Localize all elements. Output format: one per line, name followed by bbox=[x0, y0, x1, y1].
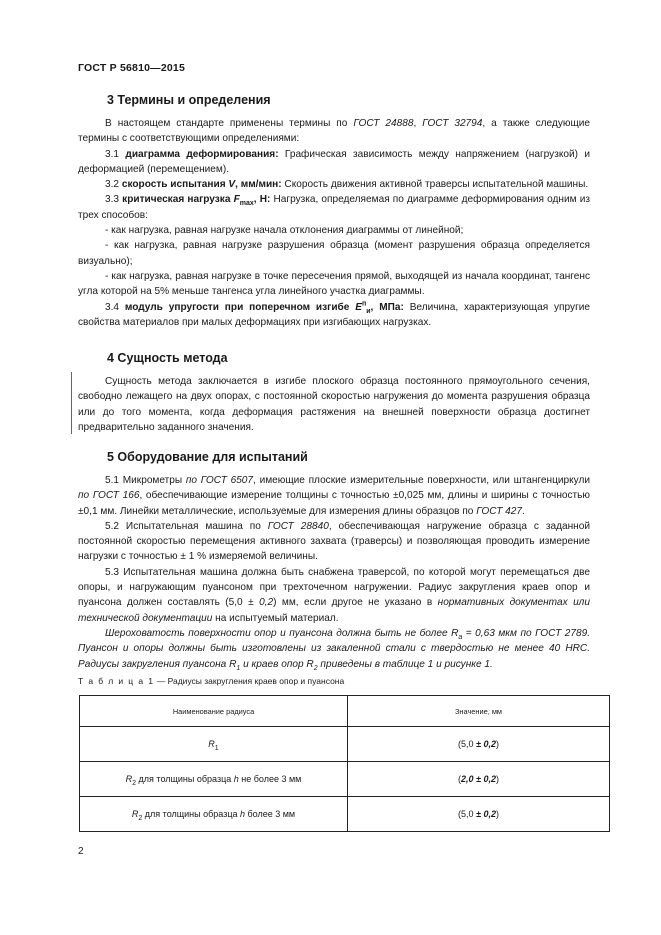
gost-24888-ref: ГОСТ 24888 bbox=[353, 118, 414, 129]
clause-5-1: 5.1 Микрометры по ГОСТ 6507, имеющие плоские измерительные поверхности, или штангенциркули по ГОСТ 166, обеспечивающие измерение толщины с точностью ±0,025 мм, длины и ширины с точностью ±0,1 мм. Линейки металлические, используемые для измерения длины образцов по ГОСТ 427. bbox=[78, 475, 591, 517]
section-4-title: 4 Сущность метода bbox=[107, 351, 228, 365]
section-3-title: 3 Термины и определения bbox=[107, 93, 271, 107]
table-1-caption: Т а б л и ц а 1 — Радиусы закругления краев опор и пуансона bbox=[78, 676, 345, 686]
radius-value-cell: (2,0 ± 0,2) bbox=[348, 762, 610, 797]
table-row bbox=[80, 797, 610, 832]
table-header-row bbox=[80, 696, 610, 727]
radius-name-cell: $R_2$ для толщины образца h не более 3 мм bbox=[80, 762, 348, 797]
radius-value-cell: (5,0 ± 0,2) bbox=[348, 727, 610, 762]
gost-32794-ref: ГОСТ 32794 bbox=[422, 118, 483, 129]
change-bar bbox=[71, 372, 72, 434]
method-item-3: - как нагрузка, равная нагрузке в точке пересечения прямой, выходящей из начала координат, тангенс угла которой на 5% меньше тангенса угла линейного участка диаграммы. bbox=[78, 270, 590, 298]
method-item-2: - как нагрузка, равная нагрузке разрушения образца (момент разрушения образца определяется визуально); bbox=[78, 240, 590, 267]
section-5-title: 5 Оборудование для испытаний bbox=[107, 450, 308, 464]
page-number: 2 bbox=[78, 846, 84, 857]
section-3-body bbox=[78, 116, 590, 330]
radius-name-cell: $R_1$ bbox=[80, 727, 348, 762]
section-4-text: Сущность метода заключается в изгибе плоского образца постоянного прямоугольного сечения, свободно лежащего на двух опорах, с постоянной скоростью нагружения до момента разрушения образца или до того момента, когда деформация растяжения на внешней поверхности образца достигнет предварительно заданного значения. bbox=[78, 376, 590, 433]
column-header-name: Наименование радиуса bbox=[80, 696, 348, 727]
table-row bbox=[80, 762, 610, 797]
clause-5-2: 5.2 Испытательная машина по ГОСТ 28840, обеспечивающая нагружение образца с заданной постоянной скоростью перемещения активного захвата (траверсы) и позволяющая проводить измерение нагрузки с точностью ± 1 % измеряемой величины. bbox=[78, 520, 590, 563]
method-item-1: - как нагрузка, равная нагрузке начала отклонения диаграммы от линейной; bbox=[105, 225, 464, 237]
term-3-1: 3.1 диаграмма деформирования: Графическая зависимость между напряжением (нагрузкой) и деформацией (перемещением). bbox=[78, 148, 590, 175]
table-row bbox=[80, 727, 610, 762]
roughness-paragraph: Шероховатость поверхности опор и пуансона должна быть не более $R_a = 0,63$ мкм по ГОСТ 2789. Пуансон и опоры должны быть изготовлены из закаленной стали с твердостью не менее 40 HRC. Радиусы закругления пуансона $R_1$ и краев опор $R_2$ приведены в таблице 1 и рисунке 1. bbox=[78, 627, 590, 672]
radii-table bbox=[79, 695, 610, 832]
term-3-2: 3.2 скорость испытания V, мм/мин: Скорость движения активной траверсы испытательной машины. bbox=[105, 179, 589, 191]
document-header: ГОСТ Р 56810—2015 bbox=[78, 62, 186, 74]
term-3-4: 3.4 модуль упругости при поперечном изгибе $E^п_и$, МПа: Величина, характеризующая упругие свойства материалов при малых деформациях при изгибающих нагрузках. bbox=[78, 300, 591, 328]
clause-5-3: 5.3 Испытательная машина должна быть снабжена траверсой, по которой могут перемещаться две опоры, и нагружающим пуансоном при трехточечном нагружении. Радиус закругления краев опор и пуансона должен составлять (5,0 ± 0,2) мм, если другое не указано в нормативных документах или технической документации на испытуемый материал. bbox=[78, 566, 590, 624]
term-3-3: 3.3 критическая нагрузка $F_{max}$, Н: Нагрузка, определяемая по диаграмме деформирования одним из трех способов: bbox=[78, 194, 590, 221]
radius-name-cell: $R_2$ для толщины образца h более 3 мм bbox=[80, 797, 348, 832]
radius-value-cell: (5,0 ± 0,2) bbox=[348, 797, 610, 832]
column-header-value: Значение, мм bbox=[348, 696, 610, 727]
section-4-body bbox=[78, 374, 590, 435]
section-3-intro: В настоящем стандарте применены термины по ГОСТ 24888, ГОСТ 32794, а также следующие термины с соответствующими определениями: bbox=[78, 118, 590, 145]
section-5-body bbox=[78, 473, 590, 672]
